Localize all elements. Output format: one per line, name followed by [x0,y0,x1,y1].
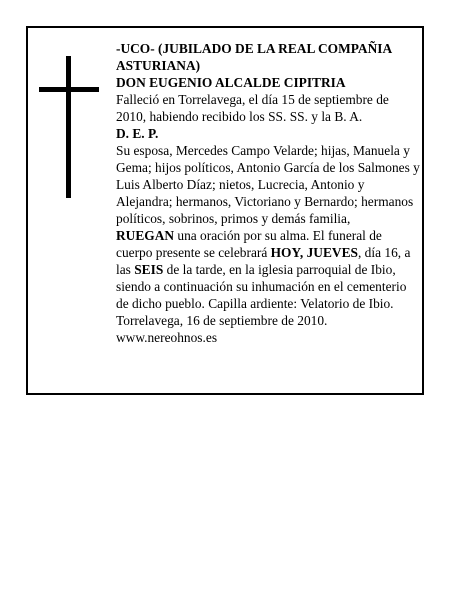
obituary-notice [26,26,424,395]
hoy-jueves-text: HOY, JUEVES [270,245,358,260]
notice-text [116,40,420,346]
notice-heading: -UCO- (JUBILADO DE LA REAL COMPAÑIA ASTURIANA) [116,41,392,73]
dep-label: D. E. P. [116,126,159,141]
seis-text: SEIS [134,262,164,277]
family-list: Su esposa, Mercedes Campo Velarde; hijas, Manuela y Gema; hijos políticos, Antonio García de los Salmones y Luis Alberto Díaz; nietos, Lucrecia, Antonio y Alejandra; hermanos, Victoriano y Bernardo; hermanos políticos, sobrinos, primos y demás familia, [116,143,420,226]
death-statement: Falleció en Torrelavega, el día 15 de septiembre de 2010, habiendo recibido los SS. SS. y la B. A. [116,92,389,124]
cross-vertical-bar [66,56,71,198]
funeral-paragraph [116,227,420,312]
cross-icon [39,56,99,198]
funeral-details-text: de la tarde, en la iglesia parroquial de Ibio, siendo a continuación su inhumación en el cementerio de dicho pueblo. Capilla ardiente: Velatorio de Ibio. [116,262,407,311]
website-text: www.nereohnos.es [116,330,218,345]
cross-horizontal-bar [39,87,99,92]
prayer-text: una oración por su alma. El funeral de cuerpo presente se celebrará [116,228,382,260]
deceased-name: DON EUGENIO ALCALDE CIPITRIA [116,75,346,90]
place-date: Torrelavega, 16 de septiembre de 2010. [116,313,328,328]
time-intro-text: , día 16, a las [116,245,411,277]
ruegan-text: RUEGAN [116,228,175,243]
